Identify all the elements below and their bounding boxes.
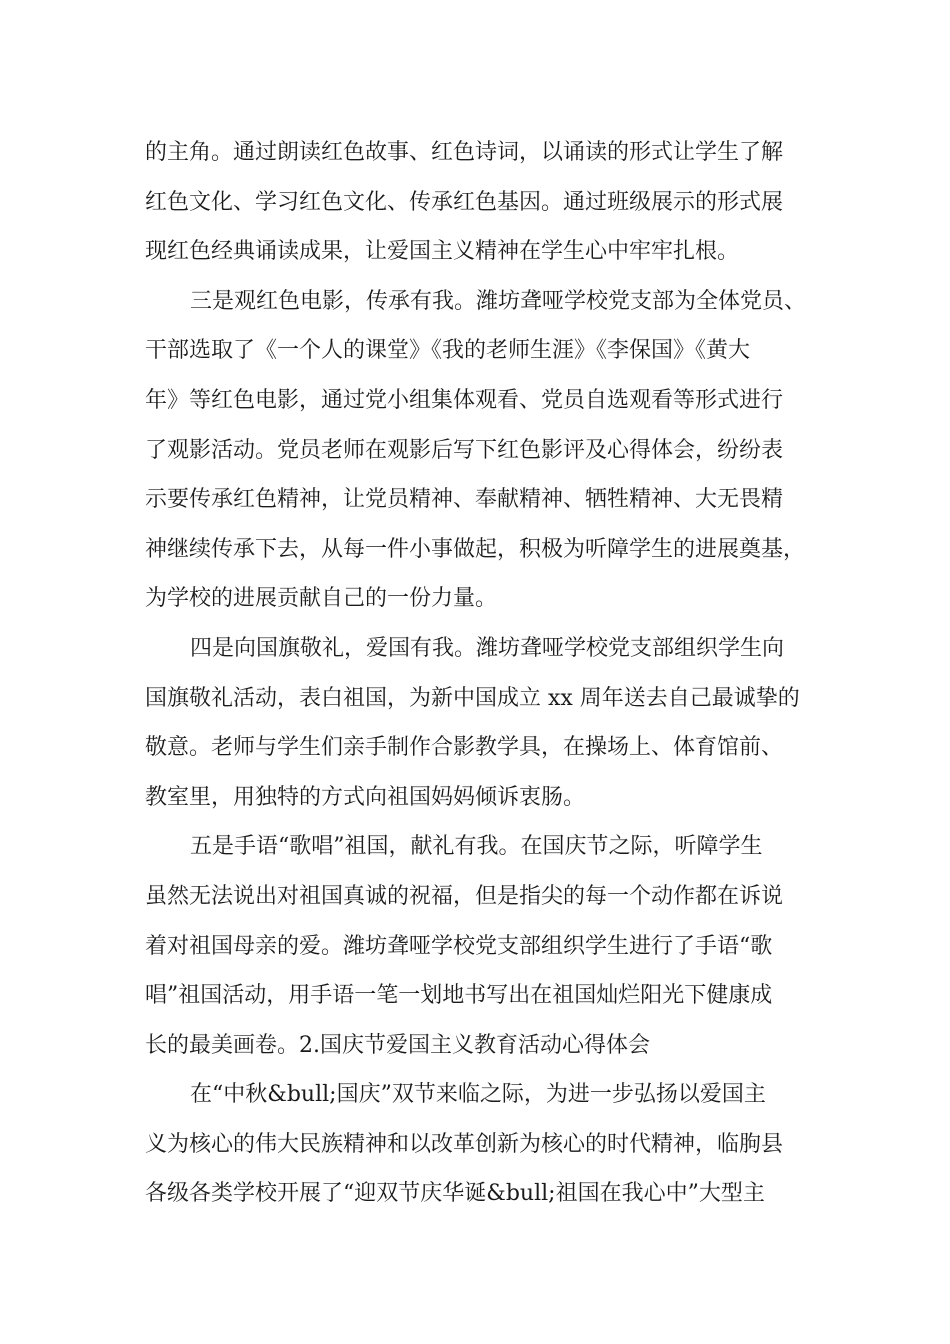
text-line: 敬意。老师与学生们亲手制作合影教学具，在操场上、体育馆前、 <box>145 735 784 761</box>
text-line: 虽然无法说出对祖国真诚的祝福，但是指尖的每一个动作都在诉说 <box>145 883 784 909</box>
text-line: 为学校的进展贡献自己的一份力量。 <box>145 586 498 612</box>
text-line: 着对祖国母亲的爱。潍坊聋哑学校党支部组织学生进行了手语“歌 <box>145 933 773 959</box>
document-body <box>145 128 835 1219</box>
text-line: 义为核心的伟大民族精神和以改革创新为核心的时代精神，临朐县 <box>145 1131 784 1157</box>
text-line: 唱”祖国活动，用手语一笔一划地书写出在祖国灿烂阳光下健康成 <box>145 983 773 1009</box>
text-line: 了观影活动。党员老师在观影后写下红色影评及心得体会，纷纷表 <box>145 437 784 463</box>
text-line: 神继续传承下去，从每一件小事做起，积极为听障学生的进展奠基， <box>145 536 806 562</box>
text-line: 干部选取了《一个人的课堂》《我的老师生涯》《李保国》《黄大 <box>145 338 751 364</box>
text-line: 的主角。通过朗读红色故事、红色诗词，以诵读的形式让学生了解 <box>145 140 784 165</box>
paragraph-start-line: 三是观红色电影，传承有我。潍坊聋哑学校党支部为全体党员、 <box>190 288 807 314</box>
text-line: 示要传承红色精神，让党员精神、奉献精神、牺牲精神、大无畏精 <box>145 487 784 513</box>
text-line: 现红色经典诵读成果，让爱国主义精神在学生心中牢牢扎根。 <box>145 239 740 265</box>
text-line: 教室里，用独特的方式向祖国妈妈倾诉衷肠。 <box>145 784 586 810</box>
text-line: 红色文化、学习红色文化、传承红色基因。通过班级展示的形式展 <box>145 189 784 215</box>
text-line: 年》等红色电影，通过党小组集体观看、党员自选观看等形式进行 <box>145 387 784 413</box>
text-line: 国旗敬礼活动，表白祖国，为新中国成立 xx 周年送去自己最诚挚的 <box>145 685 800 711</box>
paragraph-start-line: 在“中秋&bull;国庆”双节来临之际，为进一步弘扬以爱国主 <box>190 1082 766 1108</box>
text-line: 各级各类学校开展了“迎双节庆华诞&bull;祖国在我心中”大型主 <box>145 1181 765 1207</box>
paragraph-start-line: 五是手语“歌唱”祖国，献礼有我。在国庆节之际，听障学生 <box>190 834 763 860</box>
paragraph-start-line: 四是向国旗敬礼，爱国有我。潍坊聋哑学校党支部组织学生向 <box>190 635 785 661</box>
text-line: 长的最美画卷。2.国庆节爱国主义教育活动心得体会 <box>145 1032 650 1058</box>
